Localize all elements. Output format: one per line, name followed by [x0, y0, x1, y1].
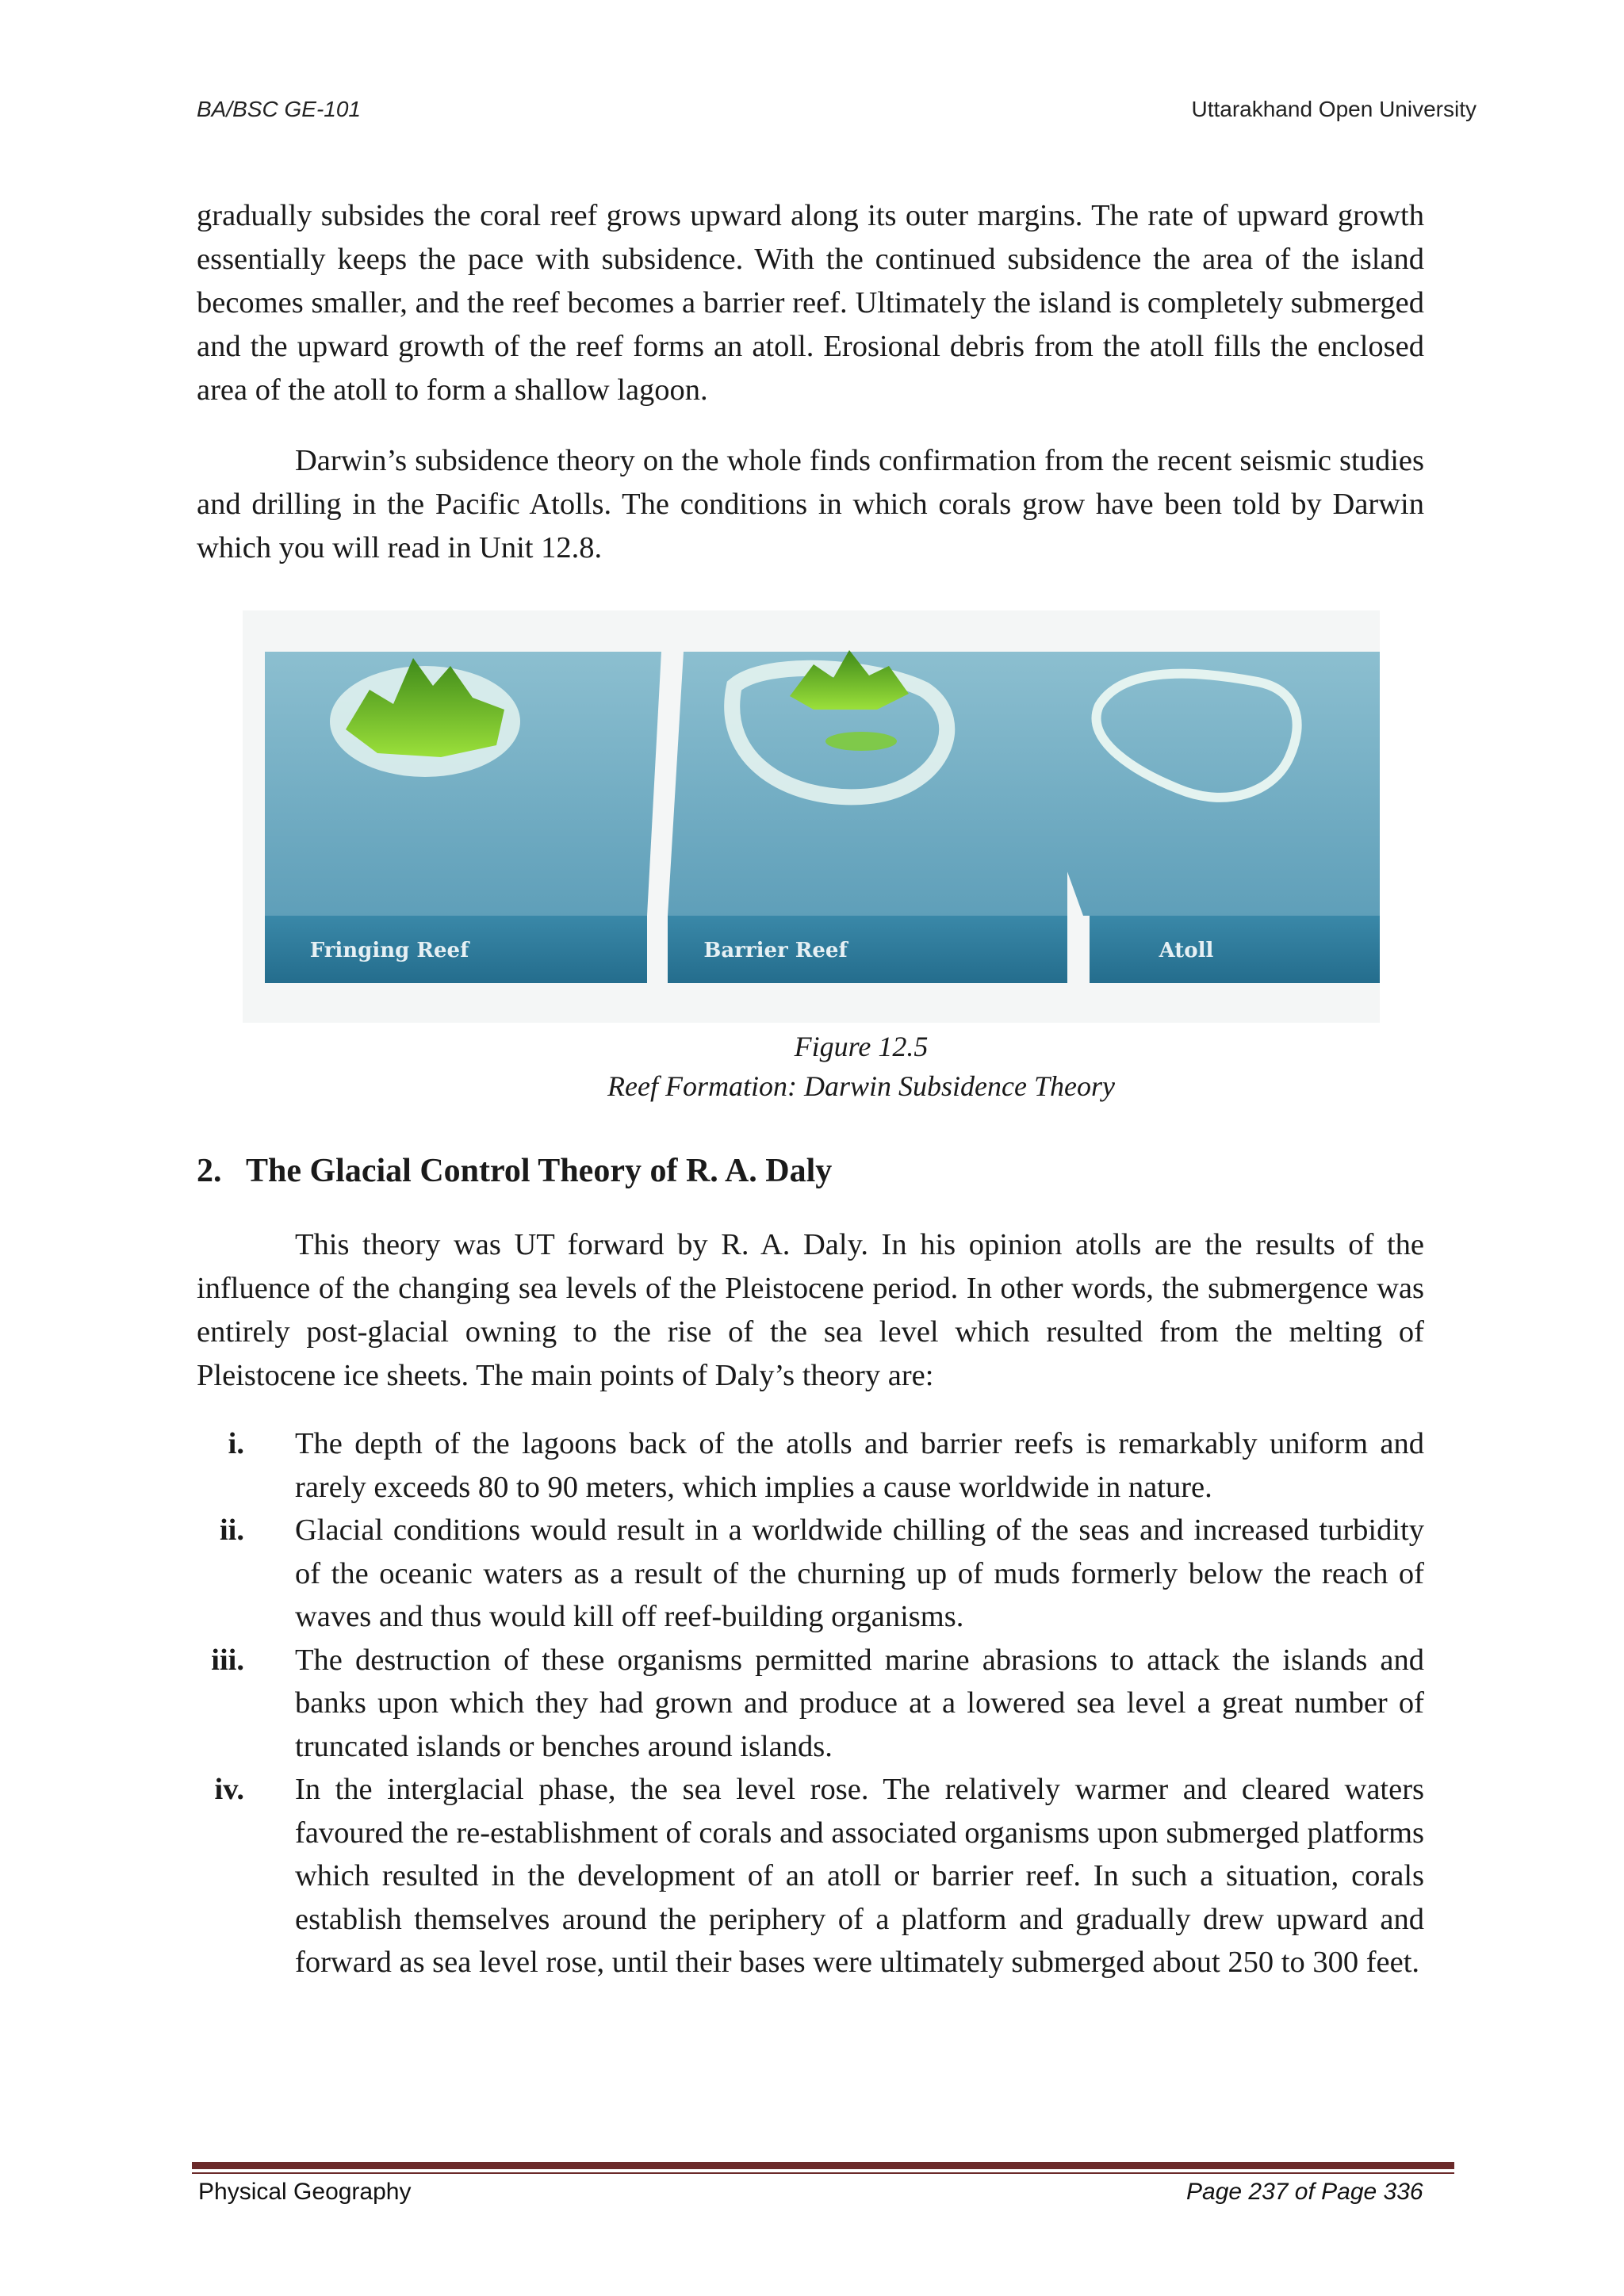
figure-caption: Reef Formation: Darwin Subsidence Theory [607, 1070, 1115, 1102]
footer-subject: Physical Geography [198, 2179, 412, 2205]
footer-rule [192, 2162, 1454, 2169]
section-number: 2. [197, 1153, 222, 1189]
fringing-reef-block [265, 652, 661, 983]
list-item [197, 1422, 1424, 1509]
daly-points-list [197, 1422, 1424, 1984]
section-heading [197, 1152, 832, 1190]
list-item-text: Glacial conditions would result in a worldwide chilling of the seas and increased turbidity of the oceanic waters as a result of the churning up of muds formerly below the reach of waves and thus would kill off reef-building organisms. [295, 1513, 1424, 1633]
figure-label-atoll: Atoll [1159, 939, 1214, 962]
paragraph-darwin-confirmation: Darwin’s subsidence theory on the whole finds confirmation from the recent seismic studies and drilling in the Pacific Atolls. The conditions in which corals grow have been told by Darwin which you will read in Unit 12.8. [197, 444, 1424, 564]
list-item [197, 1509, 1424, 1639]
section-title: The Glacial Control Theory of R. A. Daly [246, 1153, 833, 1189]
list-item [197, 1768, 1424, 1984]
footer-page-number: Page 237 of Page 336 [1186, 2179, 1423, 2205]
list-item-text: The depth of the lagoons back of the atolls and barrier reefs is remarkably uniform and rarely exceeds 80 to 90 meters, which implies a cause worldwide in nature. [295, 1427, 1424, 1504]
reef-formation-figure [243, 610, 1380, 1023]
header-university: Uttarakhand Open University [1191, 97, 1477, 121]
paragraph-daly-theory: This theory was UT forward by R. A. Daly. In his opinion atolls are the results of the influence of the changing sea levels of the Pleistocene period. In other words, the submergence was entirely post-glacial owning to the rise of the sea level which resulted from the melting of Pleistocene ice sheets. The main points of Daly’s theory are: [197, 1228, 1424, 1392]
list-item-text: In the interglacial phase, the sea level rose. The relatively warmer and cleared waters favoured the re-establishment of corals and associated organisms upon submerged platforms which resulted in the development of an atoll or barrier reef. In such a situation, corals establish themselves around the periphery of a platform and gradually drew upward and forward as sea level rose, until their bases were ultimately submerged about 250 to 300 feet. [295, 1773, 1424, 1979]
figure-label-fringing-reef: Fringing Reef [309, 939, 469, 962]
paragraph-subsidence-continued: gradually subsides the coral reef grows upward along its outer margins. The rate of upward growth essentially keeps the pace with subsidence. With the continued subsidence the area of the island becomes smaller, and the reef becomes a barrier reef. Ultimately the island is completely submerged and the upward growth of the reef forms an atoll. Erosional debris from the atoll fills the enclosed area of the atoll to form a shallow lagoon. [197, 199, 1424, 407]
footer-rule-thin [192, 2172, 1454, 2174]
header-course-code: BA/BSC GE-101 [197, 97, 361, 121]
figure-label-barrier-reef: Barrier Reef [703, 939, 848, 962]
list-item-number: iv. [214, 1773, 244, 1806]
list-item-number: i. [228, 1427, 244, 1460]
list-item-number: ii. [219, 1513, 244, 1547]
list-item [197, 1639, 1424, 1769]
list-item-text: The destruction of these organisms permitted marine abrasions to attack the islands and banks upon which they had grown and produce at a lowered sea level a great number of truncated islands or benches around islands. [295, 1643, 1424, 1763]
figure-number: Figure 12.5 [794, 1031, 929, 1062]
list-item-number: iii. [211, 1643, 244, 1677]
